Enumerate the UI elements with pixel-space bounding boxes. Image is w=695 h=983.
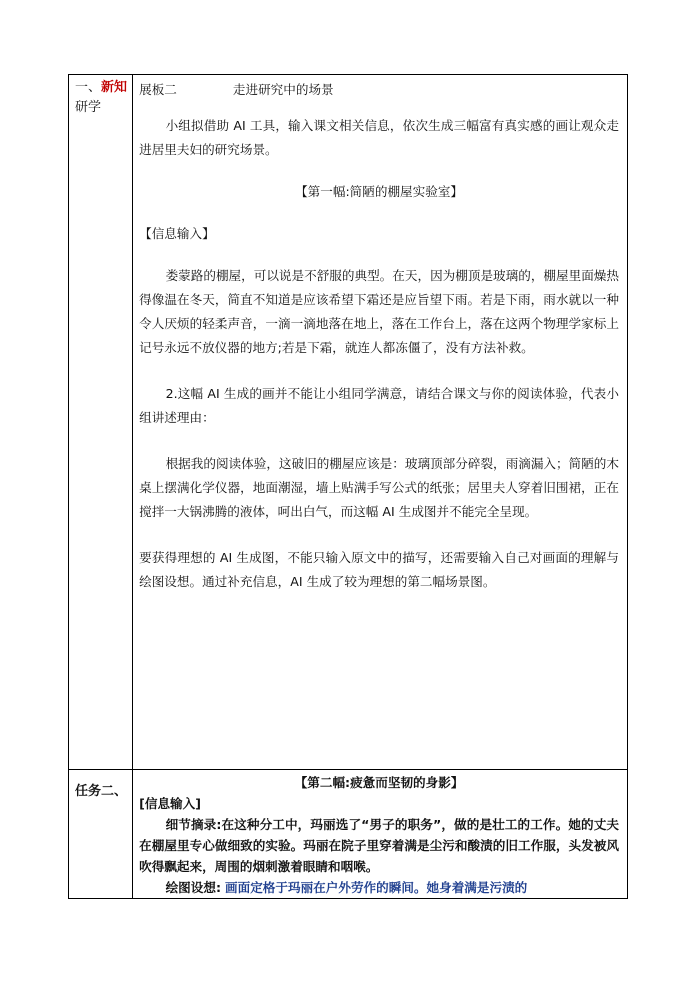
panel-title: 展板二 [139,82,177,97]
worksheet-table [68,74,628,899]
section-label [69,75,132,118]
question-paragraph: 2.这幅 AI 生成的画并不能让小组同学满意，请结合课文与你的阅读体验，代表小组讲述理由： [139,386,619,425]
design-text: 画面定格于玛丽在户外劳作的瞬间。她身着满是污渍的 [225,880,528,895]
section-row-1 [69,75,628,770]
design-label: 绘图设想: [165,880,221,895]
detail-paragraph [139,814,619,877]
detail-text: 在这种分工中，玛丽选了“男子的职务”，做的是壮工的工作。她的丈夫在棚屋里专心做细致的实验。玛丽在院子里穿着满是尘污和酸渍的旧工作服，头发被风吹得飘起来，周围的烟刺激着眼睛和咽喉。 [139,817,619,874]
panel-heading [139,78,619,102]
task-label-cell [69,770,133,899]
answer-paragraph: 根据我的阅读体验，这破旧的棚屋应该是：玻璃顶部分碎裂，雨滴漏入；简陋的木桌上摆满化学仪器，地面潮湿，墙上贴满手写公式的纸张；居里夫人穿着旧围裙，正在搅拌一大锅沸腾的液体，呵出白气，而这幅 AI 生成图并不能完全呈现。 [139,456,619,519]
task-info-input-label: [信息输入] [139,796,201,811]
section-content-cell [133,75,628,770]
quote-paragraph: 娄蒙路的棚屋，可以说是不舒服的典型。在天，因为棚顶是玻璃的，棚屋里面燥热得像温在冬天，简直不知道是应该希望下霜还是应旨望下雨。若是下雨，雨水就以一种令人厌烦的轻柔声音，一滴一滴地落在地上，落在工作台上，落在这两个物理学家标上记号永远不放仪器的地方;若是下霜，就连人都冻僵了，没有方法补救。 [139,268,619,355]
conclusion-paragraph: 要获得理想的 AI 生成图，不能只输入原文中的描写，还需要输入自己对画面的理解与绘图设想。通过补充信息，AI 生成了较为理想的第二幅场景图。 [139,550,619,589]
info-input-label: 【信息输入】 [139,226,215,241]
section-row-2 [69,770,628,899]
section-label-suffix: 研学 [75,100,102,115]
design-paragraph [139,877,619,898]
task-label: 任务二、 [75,784,128,799]
frame1-title: 【第一幅:简陋的棚屋实验室】 [295,184,464,199]
panel-subtitle: 走进研究中的场景 [232,82,334,97]
section-label-cell [69,75,133,770]
frame2-title: 【第二幅:疲惫而坚韧的身影】 [294,775,464,790]
intro-paragraph: 小组拟借助 AI 工具，输入课文相关信息，依次生成三幅富有真实感的画让观众走进居里夫妇的研究场景。 [139,118,619,157]
task-content-cell [133,770,628,899]
detail-label: 细节摘录: [165,817,222,832]
section-label-prefix: 一、 [75,80,102,95]
section-label-accent: 新知 [101,80,128,95]
